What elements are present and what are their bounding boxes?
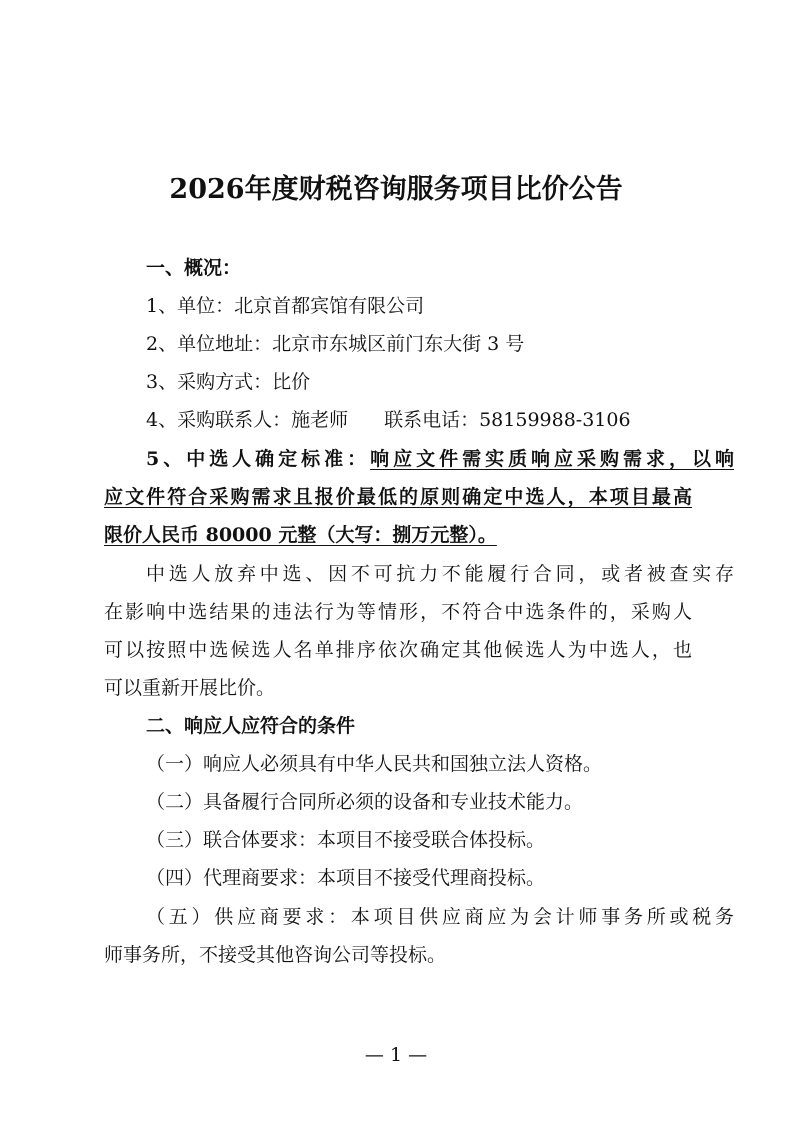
section1-item5-line2: 应文件符合采购需求且报价最低的原则确定中选人，本项目最高 [104,486,692,508]
section1-item2: 2、单位地址：北京市东城区前门东大街 3 号 [146,333,525,355]
section1-item3: 3、采购方式：比价 [146,371,311,393]
item5-criteria-part1: 响应文件需实质响应采购需求，以响 [370,448,734,470]
section2-item2: （二）具备履行合同所必须的设备和专业技术能力。 [146,791,584,813]
section1-item1: 1、单位：北京首都宾馆有限公司 [146,295,425,317]
section1-item5-line3 [104,516,692,555]
section2-item4: （四）代理商要求：本项目不接受代理商投标。 [146,867,546,889]
section2-item5-line2: 师事务所，不接受其他咨询公司等投标。 [104,944,447,966]
section1-heading: 一、概况： [146,257,242,279]
section2-item3: （三）联合体要求：本项目不接受联合体投标。 [146,829,546,851]
contact-phone: 联系电话：58159988-3106 [384,409,631,431]
item5-label: 5、中选人确定标准： [146,448,371,470]
para-line1: 中选人放弃中选、因不可抗力不能履行合同，或者被查实存 [146,563,734,585]
section1-item4 [104,401,734,440]
section2-item1: （一）响应人必须具有中华人民共和国独立法人资格。 [146,753,603,775]
page-number: — 1 — [364,1044,428,1066]
para-line3: 可以按照中选候选人名单排序依次确定其他候选人为中选人，也 [104,639,692,661]
section2-heading: 二、响应人应符合的条件 [146,715,356,737]
para-line2: 在影响中选结果的违法行为等情形，不符合中选条件的，采购人 [104,601,692,623]
item5-price-limit: 限价人民币 80000 元整（大写：捌万元整）。 [104,524,497,546]
para-line4: 可以重新开展比价。 [104,677,276,699]
contact-person: 4、采购联系人：施老师 [146,409,349,431]
section1-item5-line1 [104,440,734,479]
document-title: 2026年度财税咨询服务项目比价公告 [169,174,623,205]
section2-item5-line1: （五）供应商要求：本项目供应商应为会计师事务所或税务 [146,906,734,928]
